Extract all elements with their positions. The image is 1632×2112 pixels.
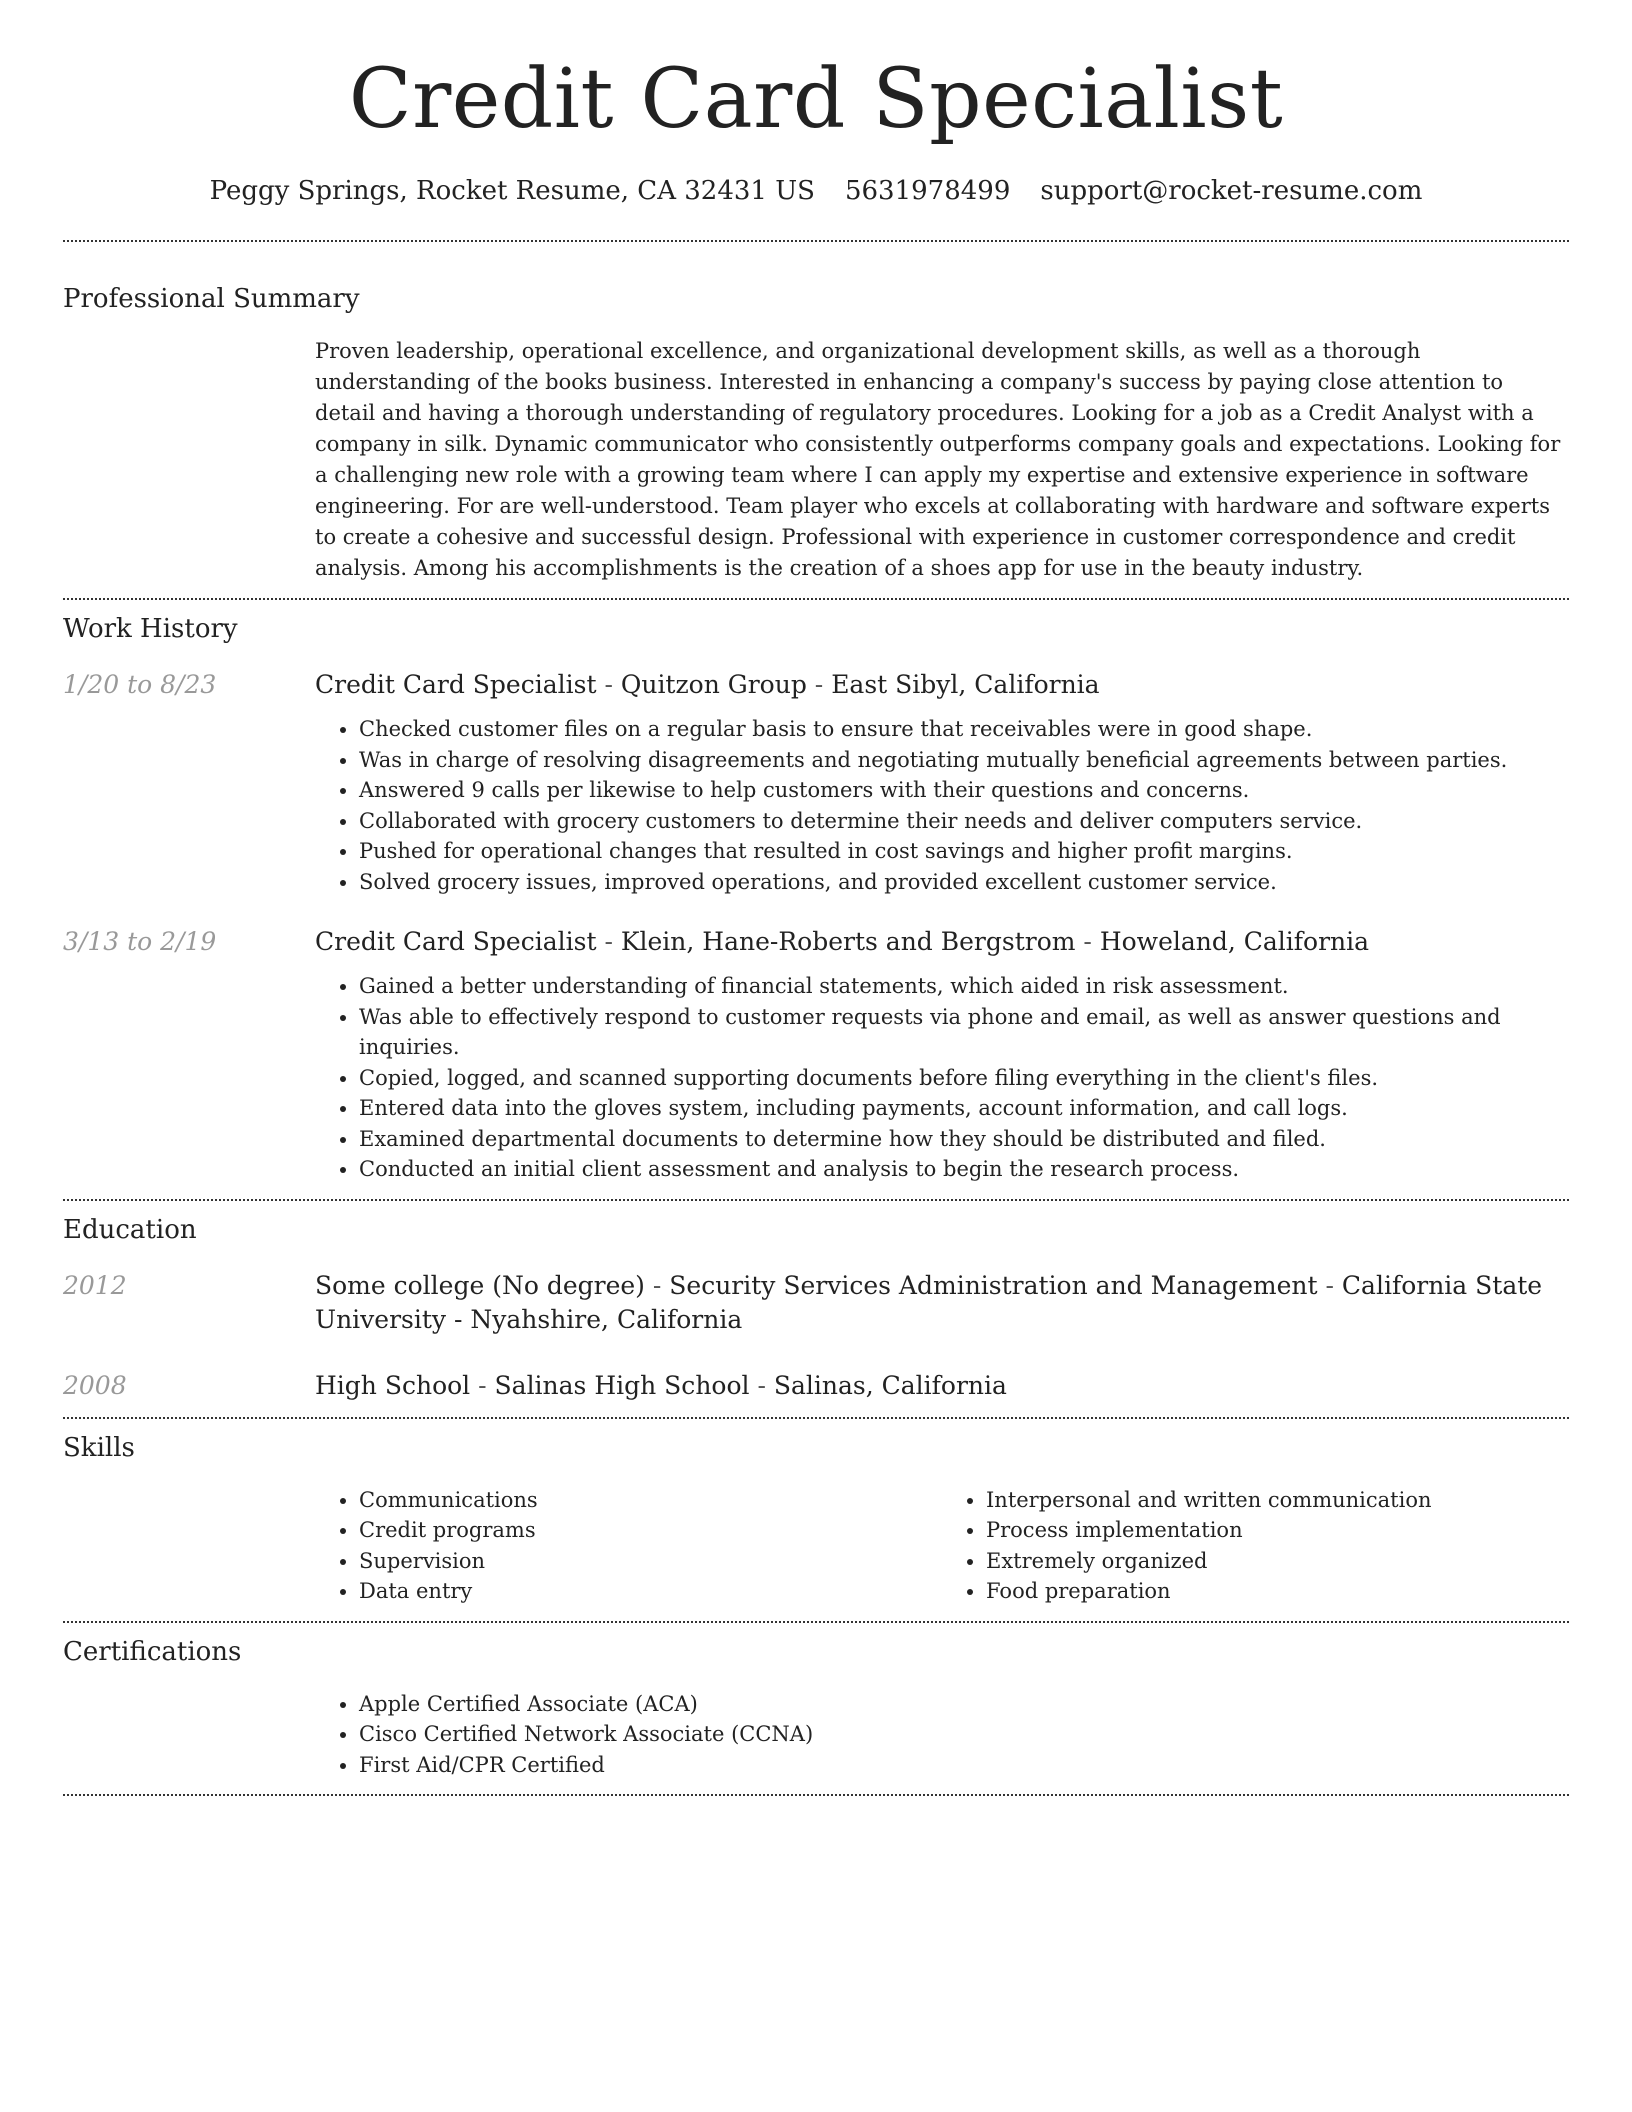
job-duty: • Checked customer files on a regular basis to ensure that receivables were in good shape. — [359, 714, 1569, 745]
certifications-heading: Certifications — [63, 1636, 242, 1667]
job-location: Howeland, California — [1099, 927, 1370, 956]
job-duty: • Pushed for operational changes that resulted in cost savings and higher profit margins. — [359, 836, 1569, 867]
education-field: Security Services Administration and Management — [669, 1270, 1318, 1300]
contact-email: support@rocket-resume.com — [1040, 176, 1423, 206]
job-role: Credit Card Specialist — [315, 670, 597, 699]
job-duty: • Solved grocery issues, improved operations, and provided excellent customer service. — [359, 867, 1569, 898]
job-heading — [315, 925, 1569, 959]
skills-section — [63, 1419, 1569, 1607]
job-separator: - — [596, 670, 621, 699]
job-duty: • Was able to effectively respond to customer requests via phone and email, as well as answer questions and inquiries. — [359, 1002, 1569, 1063]
job-separator: - — [596, 927, 621, 956]
job-entry — [63, 925, 1569, 1185]
contact-phone: 5631978499 — [844, 176, 1011, 206]
skill-item: • Interpersonal and written communication — [986, 1485, 1569, 1516]
job-company: Quitzon Group — [620, 670, 807, 699]
work-section — [63, 600, 1569, 1185]
job-role: Credit Card Specialist — [315, 927, 597, 956]
education-separator: - — [1317, 1270, 1342, 1300]
job-company: Klein, Hane-Roberts and Bergstrom — [620, 927, 1076, 956]
skill-item: • Credit programs — [359, 1515, 942, 1546]
job-dates: 1/20 to 8/23 — [63, 670, 217, 699]
summary-heading: Professional Summary — [63, 284, 360, 314]
education-year: 2012 — [63, 1270, 127, 1300]
resume-header — [63, 0, 1569, 208]
job-duty: • Collaborated with grocery customers to determine their needs and deliver computers service. — [359, 806, 1569, 837]
job-duty: • Entered data into the gloves system, including payments, account information, and call logs. — [359, 1093, 1569, 1124]
skills-column-1 — [315, 1485, 942, 1607]
skill-item: • Communications — [359, 1485, 942, 1516]
education-separator: - — [644, 1270, 670, 1300]
certification-item: • Apple Certified Associate (ACA) — [359, 1689, 1569, 1720]
skills-column-2 — [942, 1485, 1569, 1607]
job-duty: • Examined departmental documents to determine how they should be distributed and filed. — [359, 1124, 1569, 1155]
education-heading-line — [315, 1269, 1569, 1337]
summary-section — [63, 242, 1569, 584]
summary-text: Proven leadership, operational excellence, and organizational development skills, as well as a thorough understanding of the books business. Interested in enhancing a company's success by paying close attention to detail and having a thorough understanding of regulatory procedures. Looking for a job as a Credit Analyst with a company in silk. Dynamic communicator who consistently outperforms company goals and expectations. Looking for a challenging new role with a growing team where I can apply my expertise and extensive experience in software engineering. For are well-understood. Team player who excels at collaborating with hardware and software experts to create a cohesive and successful design. Professional with experience in customer correspondence and credit analysis. Among his accomplishments is the creation of a shoes app for use in the beauty industry. — [315, 339, 1561, 580]
resume-title: Credit Card Specialist — [348, 52, 1284, 147]
skill-item: • Extremely organized — [986, 1546, 1569, 1577]
education-entry — [63, 1369, 1569, 1403]
job-location: East Sibyl, California — [831, 670, 1100, 699]
certifications-list — [315, 1689, 1569, 1781]
education-separator: - — [470, 1370, 495, 1400]
certification-item: • Cisco Certified Network Associate (CCNA) — [359, 1719, 1569, 1750]
job-duty: • Was in charge of resolving disagreements and negotiating mutually beneficial agreements between parties. — [359, 745, 1569, 776]
education-heading: Education — [63, 1214, 197, 1245]
skill-item: • Data entry — [359, 1576, 942, 1607]
job-separator: - — [1075, 927, 1100, 956]
education-school: California State University - Nyahshire, California — [315, 1270, 1543, 1334]
education-entry — [63, 1269, 1569, 1337]
job-duty: • Gained a better understanding of financial statements, which aided in risk assessment. — [359, 971, 1569, 1002]
contact-address: Peggy Springs, Rocket Resume, CA 32431 US — [209, 176, 815, 206]
job-duty: • Copied, logged, and scanned supporting documents before filing everything in the client's files. — [359, 1063, 1569, 1094]
job-heading — [315, 668, 1569, 702]
education-degree: High School — [315, 1370, 471, 1400]
education-heading-line — [315, 1369, 1569, 1403]
section-divider — [63, 1794, 1569, 1796]
education-year: 2008 — [63, 1370, 127, 1400]
job-entry — [63, 668, 1569, 897]
skills-grid — [315, 1485, 1569, 1607]
job-duty: • Conducted an initial client assessment and analysis to begin the research process. — [359, 1154, 1569, 1185]
skill-item: • Food preparation — [986, 1576, 1569, 1607]
job-duties — [315, 714, 1569, 897]
job-dates: 3/13 to 2/19 — [63, 927, 217, 956]
education-field: Salinas High School — [494, 1370, 750, 1400]
work-heading: Work History — [63, 614, 238, 644]
skill-item: • Process implementation — [986, 1515, 1569, 1546]
job-separator: - — [806, 670, 832, 699]
job-duties — [315, 971, 1569, 1185]
certification-item: • First Aid/CPR Certified — [359, 1750, 1569, 1781]
contact-line — [63, 174, 1569, 208]
education-section — [63, 1201, 1569, 1403]
skill-item: • Supervision — [359, 1546, 942, 1577]
education-degree: Some college (No degree) — [315, 1270, 645, 1300]
education-separator: - — [749, 1370, 774, 1400]
job-duty: • Answered 9 calls per likewise to help customers with their questions and concerns. — [359, 775, 1569, 806]
skills-heading: Skills — [63, 1432, 135, 1463]
education-school: Salinas, California — [773, 1370, 1007, 1400]
certifications-section — [63, 1623, 1569, 1781]
